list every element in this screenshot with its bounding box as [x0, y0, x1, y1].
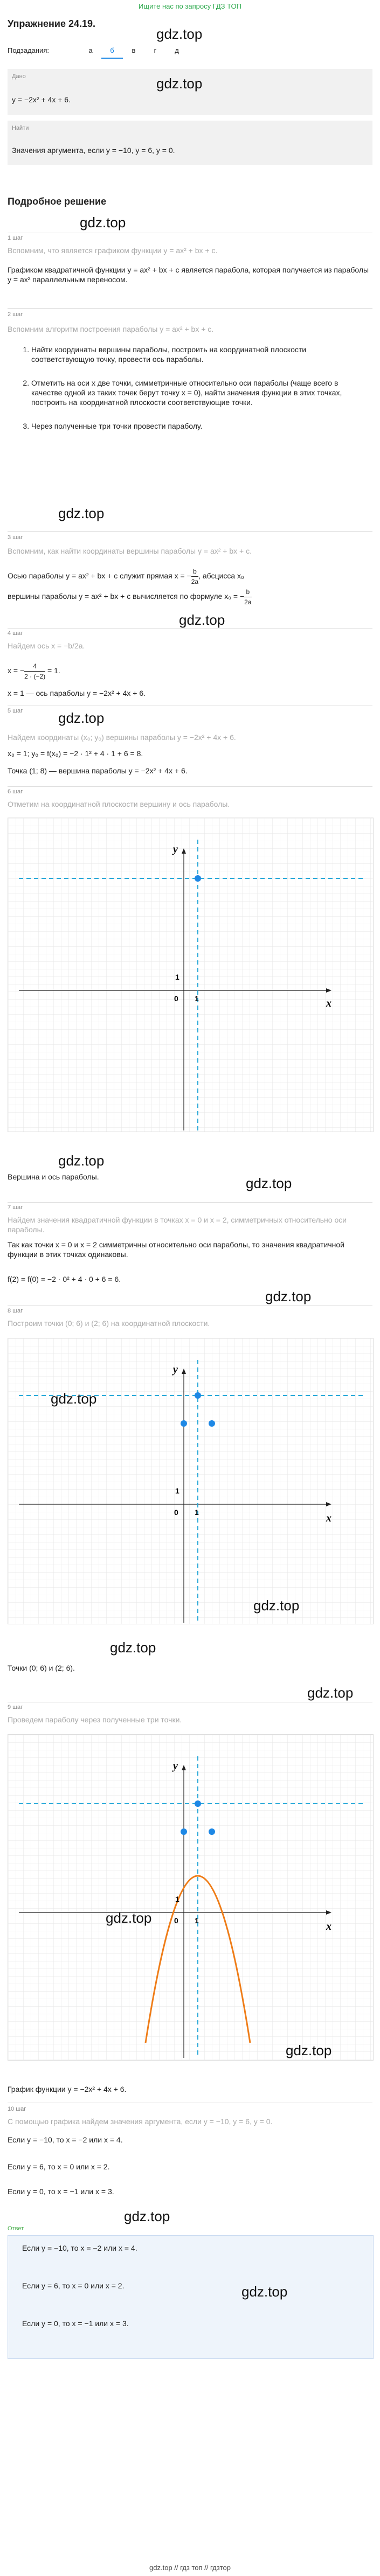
step-1-label: 1 шаг [8, 235, 23, 241]
x-axis-label: x [326, 1921, 331, 1932]
watermark: gdz.top [286, 2042, 332, 2058]
solution-heading: Подробное решение [8, 196, 107, 207]
x-axis-label: x [326, 1512, 331, 1524]
x-axis-label: x [326, 997, 331, 1009]
origin-label: 0 [174, 1508, 178, 1517]
step-3-hint: Вспомним, как найти координаты вершины параболы y = ax² + bx + c. [8, 547, 252, 555]
step-2-hint: Вспомним алгоритм построения параболы y = ax² + bx + c. [8, 325, 214, 333]
step-10-line: Если y = 0, то x = −1 или x = 3. [8, 2187, 114, 2196]
step-4-hint: Найдем ось x = −b/2a. [8, 641, 85, 650]
promo-banner[interactable]: Ищите нас по запросу ГДЗ ТОП [139, 2, 241, 10]
y-axis-label: y [173, 1760, 178, 1772]
watermark: gdz.top [179, 612, 225, 628]
given-label: Дано [12, 73, 26, 80]
step-5-line-2: Точка (1; 8) — вершина параболы y = −2x² + 4x + 6. [8, 766, 188, 775]
watermark: gdz.top [80, 214, 126, 231]
y-axis-label: y [173, 1364, 178, 1376]
x-unit-label: 1 [195, 1508, 199, 1517]
graph-parabola [8, 1734, 374, 2061]
watermark: gdz.top [58, 710, 105, 726]
divider [8, 308, 372, 309]
step-8-label: 8 шаг [8, 1308, 23, 1314]
point-2-6 [209, 1828, 215, 1835]
step-4-line-1: x = − $\frac{4}{2 \cdot (-2)}$ = 1. [8, 662, 60, 680]
step-1-text: Графиком квадратичной функции y = ax² + bx + c является парабола, которая получается из параболы y = ax² параллельным переносом. [8, 266, 369, 284]
step-6-hint: Отметим на координатной плоскости вершину и ось параболы. [8, 800, 230, 808]
y-unit-label: 1 [175, 1486, 179, 1495]
answer-line: Если y = 0, то x = −1 или x = 3. [22, 2319, 129, 2328]
graph-vertex [8, 818, 374, 1132]
y-axis-label: y [173, 843, 178, 855]
step-9-label: 9 шаг [8, 1704, 23, 1711]
step-7-text: Так как точки x = 0 и x = 2 симметричны относительно оси параболы, то значения квадратичной функции в этих точках одинаковы. [8, 1240, 344, 1259]
y-unit-label: 1 [175, 1895, 179, 1903]
watermark: gdz.top [156, 75, 203, 92]
x-unit-label: 1 [195, 994, 199, 1003]
step-4-line-2: x = 1 — ось параболы y = −2x² + 4x + 6. [8, 689, 146, 697]
step-10-hint: С помощью графика найдем значения аргумента, если y = −10, y = 6, y = 0. [8, 2117, 273, 2126]
watermark: gdz.top [124, 2208, 170, 2224]
footer-links[interactable]: gdz.top // гдз топ // гдзтор [149, 2564, 231, 2572]
step-3-text-2: вершины параболы y = ax² + bx + c вычисляется по формуле x₀ = − $\frac{b}{2a}$ [8, 588, 252, 606]
coordinate-plane [8, 1338, 373, 1624]
step-2-item: 2. Отметить на оси x две точки, симметричные относительно оси параболы (чаще всего в качестве одной из таких точек берут точку x = 0), найти значения функции в этих точках, построить на координатной плоскости соответствующие точки. [31, 378, 367, 407]
watermark: gdz.top [246, 1175, 292, 1191]
origin-label: 0 [174, 994, 178, 1003]
watermark: gdz.top [51, 1391, 97, 1407]
coordinate-plane [8, 1735, 373, 2060]
step-5-line-1: x₀ = 1; y₀ = f(x₀) = −2 · 1² + 4 · 1 + 6 = 8. [8, 749, 143, 758]
find-box [8, 121, 372, 165]
step-9-caption: График функции y = −2x² + 4x + 6. [8, 2085, 127, 2093]
tab-d[interactable]: д [175, 46, 179, 54]
step-2-item: 1. Найти координаты вершины параболы, построить на координатной плоскости соответствующую точку, провести ось параболы. [31, 345, 367, 364]
watermark: gdz.top [253, 1597, 300, 1614]
point-2-6 [209, 1420, 215, 1427]
vertex-point [195, 1800, 201, 1807]
graph-points [8, 1338, 374, 1624]
watermark: gdz.top [307, 1685, 354, 1701]
step-1-hint: Вспомним, что является графиком функции y = ax² + bx + c. [8, 246, 218, 255]
watermark: gdz.top [265, 1288, 312, 1304]
tab-v[interactable]: в [132, 46, 136, 54]
y-unit-label: 1 [175, 973, 179, 981]
step-6-label: 6 шаг [8, 788, 23, 795]
step-2-label: 2 шаг [8, 311, 23, 318]
x-unit-label: 1 [195, 1916, 199, 1925]
find-label: Найти [12, 125, 29, 131]
step-9-hint: Проведем параболу через полученные три точки. [8, 1715, 182, 1724]
tab-g[interactable]: г [154, 46, 157, 54]
step-6-caption: Вершина и ось параболы. [8, 1172, 99, 1181]
subtask-tabs [80, 46, 188, 59]
answer-label: Ответ [8, 2225, 24, 2232]
answer-line: Если y = −10, то x = −2 или x = 4. [22, 2244, 137, 2252]
point-0-6 [181, 1828, 187, 1835]
step-8-caption: Точки (0; 6) и (2; 6). [8, 1664, 75, 1672]
step-8-hint: Построим точки (0; 6) и (2; 6) на координатной плоскости. [8, 1319, 210, 1328]
answer-box [8, 2235, 374, 2359]
tab-a[interactable]: а [88, 46, 93, 54]
step-7-hint: Найдем значения квадратичной функции в точках x = 0 и x = 2, симметричных относительно оси параболы. [8, 1216, 347, 1234]
watermark: gdz.top [156, 26, 203, 42]
divider [8, 531, 372, 532]
given-formula: y = −2x² + 4x + 6. [12, 95, 71, 104]
find-text: Значения аргумента, если y = −10, y = 6, y = 0. [12, 146, 175, 155]
answer-line: Если y = 6, то x = 0 или x = 2. [22, 2281, 125, 2290]
step-10-label: 10 шаг [8, 2106, 26, 2112]
tab-b[interactable]: б [101, 46, 123, 59]
step-7-formula: f(2) = f(0) = −2 · 0² + 4 · 0 + 6 = 6. [8, 1275, 121, 1283]
divider [8, 628, 372, 629]
step-2-item: 3. Через полученные три точки провести параболу. [31, 421, 367, 431]
step-10-line: Если y = −10, то x = −2 или x = 4. [8, 2135, 123, 2144]
vertex-point [195, 1392, 201, 1399]
step-5-hint: Найдем координаты (x₀; y₀) вершины параболы y = −2x² + 4x + 6. [8, 733, 236, 742]
step-4-label: 4 шаг [8, 630, 23, 637]
watermark: gdz.top [58, 1153, 105, 1169]
step-5-label: 5 шаг [8, 708, 23, 714]
point-0-6 [181, 1420, 187, 1427]
step-3-label: 3 шаг [8, 534, 23, 541]
step-7-label: 7 шаг [8, 1204, 23, 1211]
watermark: gdz.top [58, 505, 105, 521]
watermark: gdz.top [241, 2284, 288, 2300]
watermark: gdz.top [106, 1910, 152, 1926]
watermark: gdz.top [110, 1639, 156, 1656]
exercise-title: Упражнение 24.19. [8, 18, 96, 29]
origin-label: 0 [174, 1916, 178, 1925]
divider [8, 1202, 372, 1203]
vertex-point [195, 875, 201, 882]
step-2-list [22, 345, 367, 431]
step-3-text: Осью параболы y = ax² + bx + c служит прямая x = − $\frac{b}{2a}$ , абсцисса x₀ [8, 568, 244, 585]
coordinate-plane [8, 818, 373, 1132]
divider [8, 786, 372, 787]
step-10-line: Если y = 6, то x = 0 или x = 2. [8, 2162, 110, 2171]
subtasks-label: Подзадания: [8, 46, 49, 54]
